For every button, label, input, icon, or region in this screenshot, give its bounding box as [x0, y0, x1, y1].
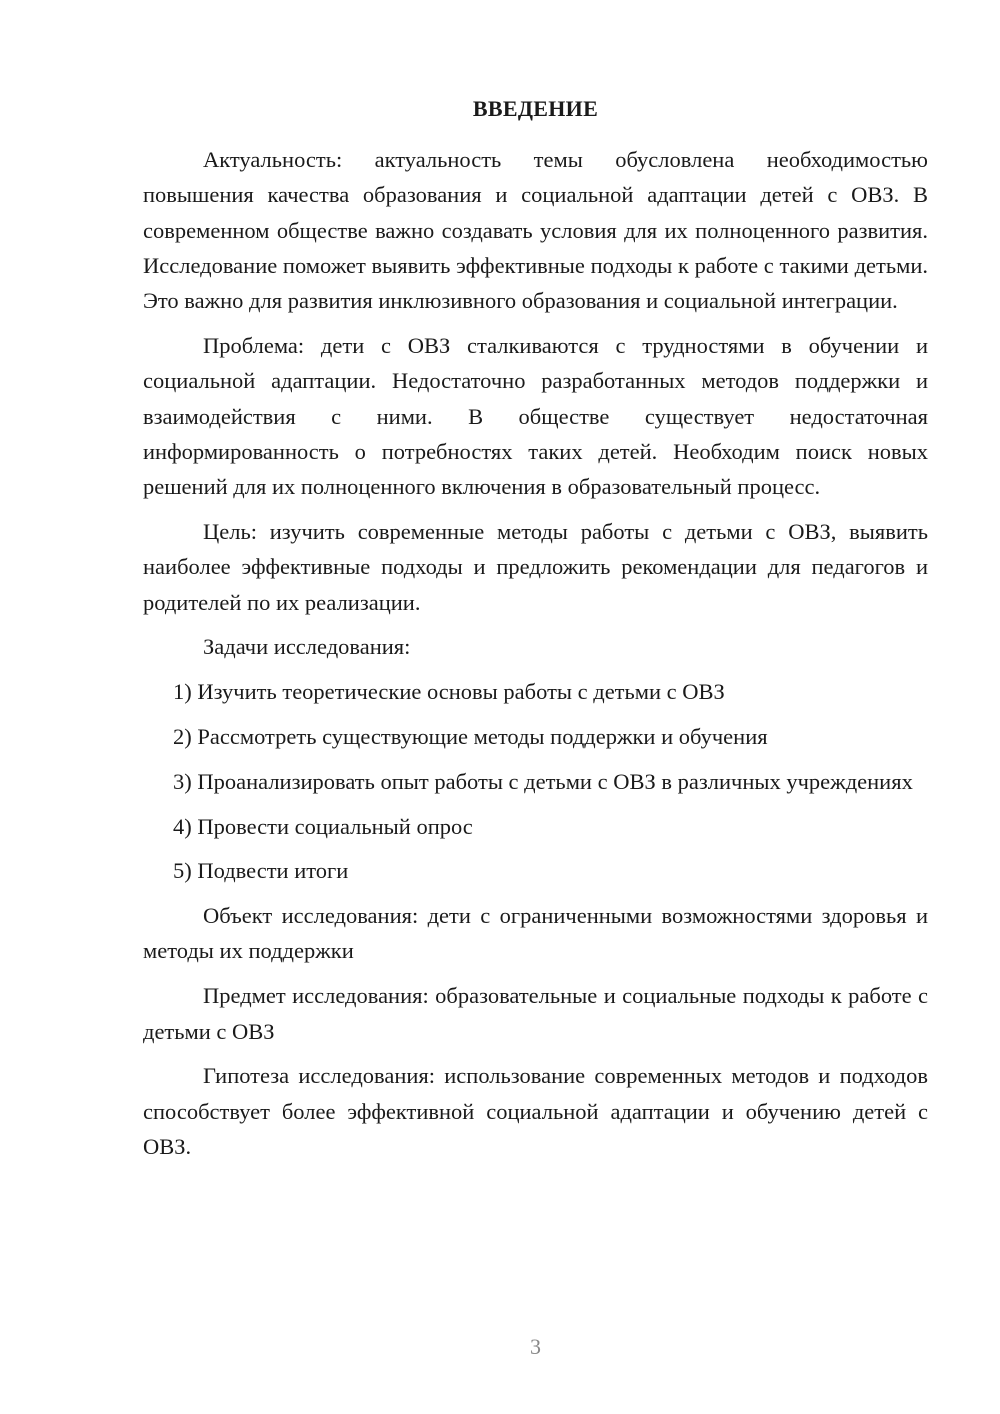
document-body — [143, 142, 928, 1174]
paragraph-goal: Цель: изучить современные методы работы с детьми с ОВЗ, выявить наиболее эффективные подходы и предложить рекомендации для педагогов и родителей по их реализации. — [143, 518, 928, 615]
paragraph-hypothesis: Гипотеза исследования: использование современных методов и подходов способствует более эффективной социальной адаптации и обучению детей с ОВЗ. — [143, 1063, 928, 1159]
paragraph-object: Объект исследования: дети с ограниченными возможностями здоровья и методы их поддержки — [143, 903, 928, 964]
tasks-heading: Задачи исследования: — [203, 634, 411, 660]
paragraph-relevance: Актуальность: актуальность темы обусловлена необходимостью повышения качества образования и социальной адаптации детей с ОВЗ. В современном обществе важно создавать условия для их полноценного развития. Исследование поможет выявить эффективные подходы к работе с такими детьми. Это важно для развития инклюзивного образования и социальной интеграции. — [143, 147, 928, 314]
section-title: ВВЕДЕНИЕ — [472, 96, 599, 121]
task-item: 1) Изучить теоретические основы работы с детьми с ОВЗ — [173, 679, 725, 705]
task-item: 2) Рассмотреть существующие методы поддержки и обучения — [173, 723, 768, 749]
task-item: 3) Проанализировать опыт работы с детьми с ОВЗ в различных учреждениях — [173, 768, 913, 794]
task-item: 5) Подвести итоги — [173, 858, 349, 884]
paragraph-subject: Предмет исследования: образовательные и социальные подходы к работе с детьми с ОВЗ — [143, 983, 928, 1044]
page-number: 3 — [530, 1334, 541, 1359]
task-item: 4) Провести социальный опрос — [173, 813, 473, 839]
paragraph-problem: Проблема: дети с ОВЗ сталкиваются с трудностями в обучении и социальной адаптации. Недостаточно разработанных методов поддержки и взаимодействия с ними. В обществе существует недостаточная информированность о потребностях таких детей. Необходим поиск новых решений для их полноценного включения в образовательный процесс. — [143, 332, 928, 500]
